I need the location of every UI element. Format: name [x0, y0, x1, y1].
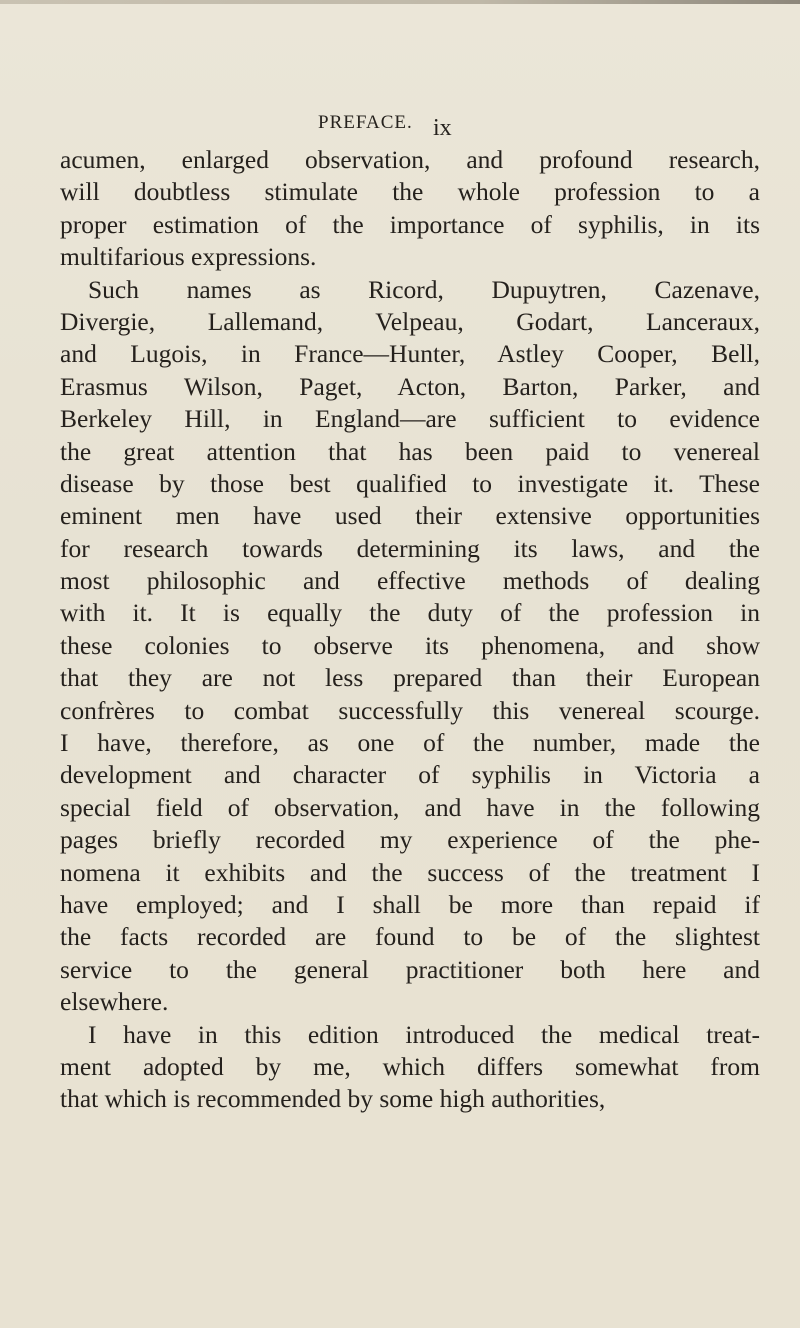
text-line: that which is recommended by some high authorities,: [60, 1084, 606, 1114]
text-line: elsewhere.: [60, 987, 169, 1017]
text-line: Berkeley Hill, in England—are sufficient to evidence: [60, 404, 760, 434]
text-line: these colonies to observe its phenomena, and show: [60, 630, 760, 660]
text-line: have employed; and I shall be more than repaid if: [60, 889, 760, 919]
text-line: most philosophic and effective methods of dealing: [60, 566, 760, 596]
text-line: will doubtless stimulate the whole profession to a: [60, 177, 760, 207]
text-line: the great attention that has been paid to venereal: [60, 436, 760, 466]
running-head: PREFACE.: [318, 112, 413, 133]
paragraph: [60, 144, 760, 274]
text-line: I have, therefore, as one of the number, made the: [60, 728, 760, 758]
text-line: confrères to combat successfully this venereal scourge.: [60, 695, 760, 725]
text-line: that they are not less prepared than their European: [60, 663, 760, 693]
text-line: the facts recorded are found to be of the slightest: [60, 922, 760, 952]
text-line: disease by those best qualified to investigate it. These: [60, 468, 760, 498]
text-line: acumen, enlarged observation, and profound research,: [60, 145, 760, 174]
text-line: special field of observation, and have in the following: [60, 792, 760, 822]
body-text: [60, 144, 760, 1116]
text-line: service to the general practitioner both here and: [60, 954, 760, 984]
text-line: multifarious expressions.: [60, 242, 317, 272]
text-line: development and character of syphilis in Victoria a: [60, 760, 760, 790]
paragraph: [60, 1019, 760, 1116]
text-line: pages briefly recorded my experience of the phe-: [60, 825, 760, 855]
text-line: Such names as Ricord, Dupuytren, Cazenave,: [88, 274, 760, 304]
text-line: ment adopted by me, which differs somewhat from: [60, 1051, 760, 1081]
page-header: [0, 112, 800, 142]
text-line: eminent men have used their extensive opportunities: [60, 501, 760, 531]
text-line: nomena it exhibits and the success of the treatment I: [60, 857, 760, 887]
text-line: for research towards determining its laws, and the: [60, 533, 760, 563]
text-line: I have in this edition introduced the medical treat-: [88, 1019, 760, 1049]
text-line: Erasmus Wilson, Paget, Acton, Barton, Parker, and: [60, 371, 760, 401]
text-line: Divergie, Lallemand, Velpeau, Godart, Lanceraux,: [60, 306, 760, 336]
page-number: ix: [433, 115, 452, 141]
text-line: and Lugois, in France—Hunter, Astley Cooper, Bell,: [60, 339, 760, 369]
text-line: with it. It is equally the duty of the profession in: [60, 598, 760, 628]
text-line: proper estimation of the importance of syphilis, in its: [60, 209, 760, 239]
page-top-edge: [0, 0, 800, 4]
paragraph: [60, 274, 760, 1019]
